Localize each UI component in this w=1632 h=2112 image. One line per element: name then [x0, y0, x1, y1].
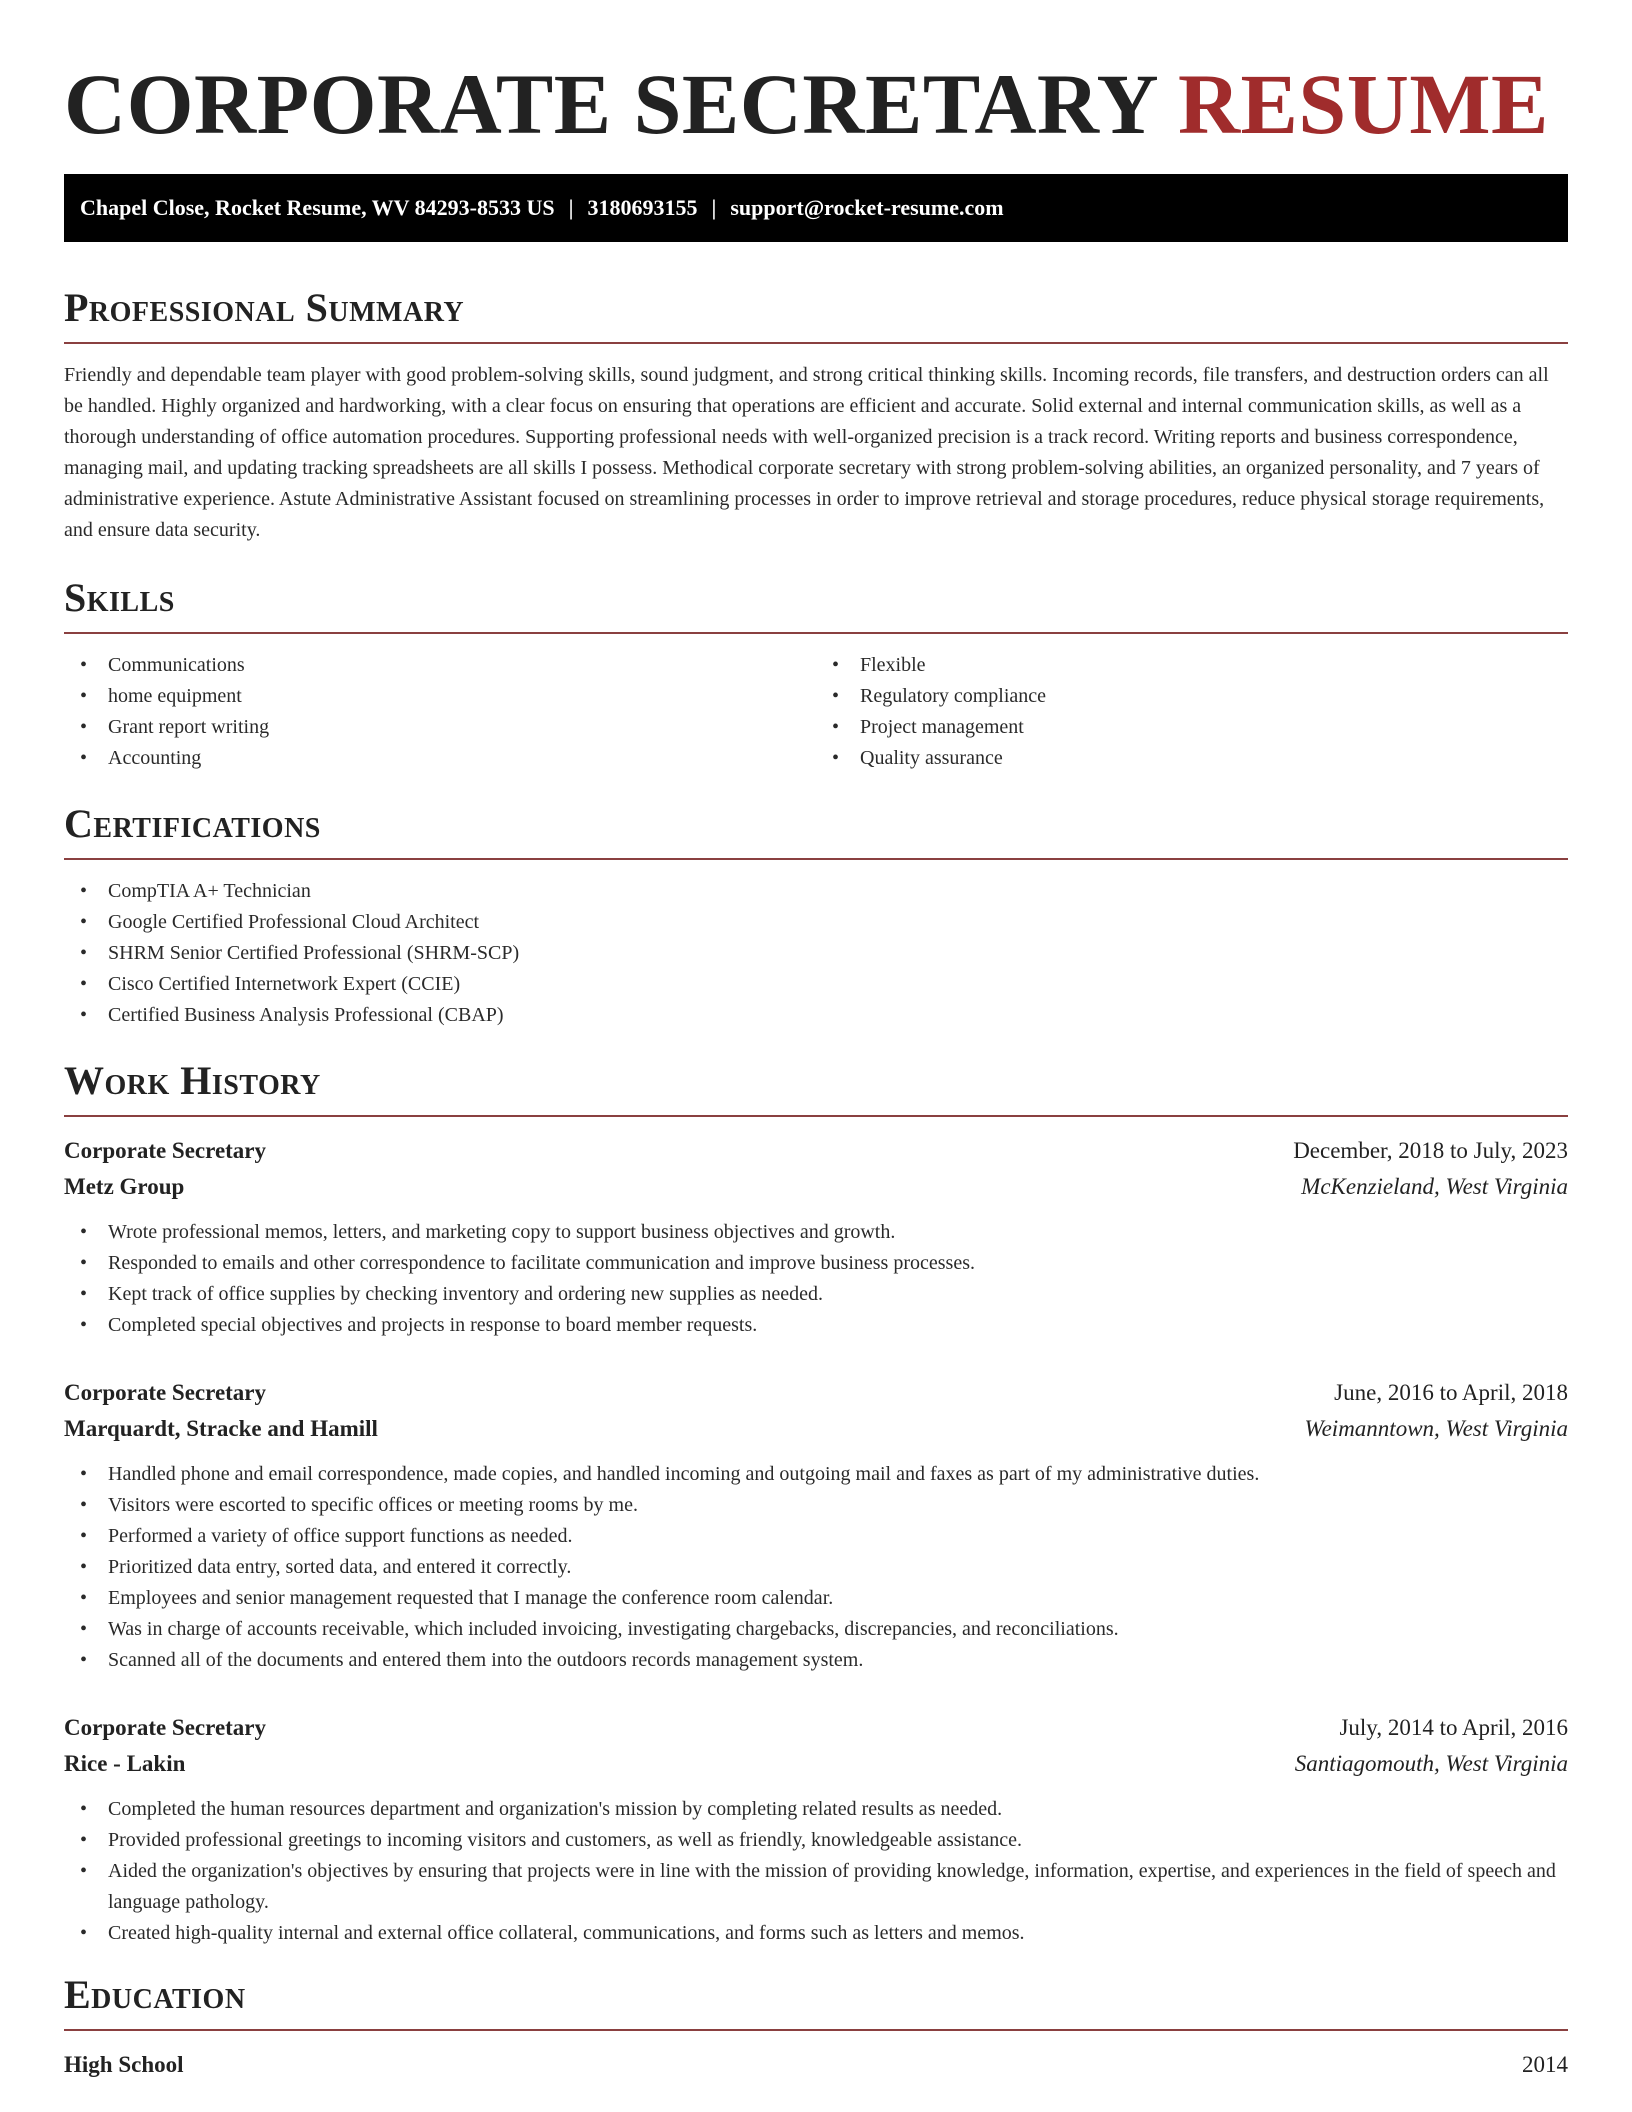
bullet-icon: •	[80, 1829, 88, 1851]
bullet-icon: •	[80, 1860, 88, 1882]
skill-item: • Regulatory compliance	[816, 681, 1568, 712]
job-location: McKenzieland, West Virginia	[1301, 1174, 1568, 1199]
title-main: CORPORATE SECRETARY	[64, 56, 1156, 152]
skill-item: • Communications	[64, 650, 816, 681]
job-bullets	[64, 1794, 1568, 1949]
bullet-icon: •	[80, 1922, 88, 1944]
bullet-icon: •	[80, 1494, 88, 1516]
skill-item: • Quality assurance	[816, 743, 1568, 774]
title-accent: RESUME	[1177, 56, 1549, 152]
job-bullets	[64, 1459, 1568, 1676]
bullet-icon: •	[832, 716, 840, 738]
skills-heading: Skills	[64, 574, 1568, 634]
bullet-icon: •	[80, 1463, 88, 1485]
certifications-list	[64, 876, 1568, 1031]
job-bullet: • Completed the human resources department and organization's mission by completing related results as needed.	[64, 1794, 1568, 1825]
job-bullet: • Handled phone and email correspondence, made copies, and handled incoming and outgoing mail and faxes as part of my administrative duties.	[64, 1459, 1568, 1490]
certification-item: • SHRM Senior Certified Professional (SHRM-SCP)	[64, 938, 1568, 969]
summary-heading: Professional Summary	[64, 284, 1568, 344]
bullet-icon: •	[80, 716, 88, 738]
job-entry	[64, 1375, 1568, 1676]
bullet-icon: •	[80, 911, 88, 933]
certifications-heading: Certifications	[64, 800, 1568, 860]
contact-separator: |	[568, 195, 574, 220]
job-bullet: • Employees and senior management requested that I manage the conference room calendar.	[64, 1583, 1568, 1614]
job-bullet: • Wrote professional memos, letters, and marketing copy to support business objectives and growth.	[64, 1217, 1568, 1248]
skills-column-right	[816, 650, 1568, 774]
job-bullets	[64, 1217, 1568, 1341]
bullet-icon: •	[80, 1221, 88, 1243]
bullet-icon: •	[80, 942, 88, 964]
job-bullet: • Provided professional greetings to incoming visitors and customers, as well as friendly, knowledgeable assistance.	[64, 1825, 1568, 1856]
contact-address: Chapel Close, Rocket Resume, WV 84293-8533 US	[80, 195, 555, 220]
job-bullet: • Created high-quality internal and external office collateral, communications, and forms such as letters and memos.	[64, 1918, 1568, 1949]
education-heading: Education	[64, 1971, 1568, 2031]
job-dates: December, 2018 to July, 2023	[1293, 1138, 1568, 1163]
certification-item: • Google Certified Professional Cloud Architect	[64, 907, 1568, 938]
job-bullet: • Visitors were escorted to specific offices or meeting rooms by me.	[64, 1490, 1568, 1521]
job-dates: June, 2016 to April, 2018	[1334, 1380, 1568, 1405]
contact-phone: 3180693155	[587, 195, 698, 220]
contact-bar	[64, 174, 1568, 242]
job-bullet: • Was in charge of accounts receivable, which included invoicing, investigating chargebacks, discrepancies, and reconciliations.	[64, 1614, 1568, 1645]
job-bullet: • Scanned all of the documents and entered them into the outdoors records management system.	[64, 1645, 1568, 1676]
bullet-icon: •	[80, 1798, 88, 1820]
bullet-icon: •	[80, 1283, 88, 1305]
certification-item: • CompTIA A+ Technician	[64, 876, 1568, 907]
resume-title	[64, 0, 1568, 154]
education-year: 2014	[1522, 2052, 1568, 2077]
job-entry	[64, 1133, 1568, 1341]
skill-item: • home equipment	[64, 681, 816, 712]
skill-item: • Grant report writing	[64, 712, 816, 743]
bullet-icon: •	[80, 1587, 88, 1609]
job-location: Weimanntown, West Virginia	[1304, 1416, 1568, 1441]
job-company: Marquardt, Stracke and Hamill	[64, 1416, 378, 1441]
bullet-icon: •	[80, 654, 88, 676]
job-bullet: • Performed a variety of office support functions as needed.	[64, 1521, 1568, 1552]
skill-item: • Project management	[816, 712, 1568, 743]
skill-item: • Accounting	[64, 743, 816, 774]
bullet-icon: •	[80, 1314, 88, 1336]
job-bullet: • Completed special objectives and projects in response to board member requests.	[64, 1310, 1568, 1341]
certification-item: • Certified Business Analysis Professional (CBAP)	[64, 1000, 1568, 1031]
job-location: Santiagomouth, West Virginia	[1294, 1751, 1568, 1776]
bullet-icon: •	[80, 685, 88, 707]
bullet-icon: •	[80, 880, 88, 902]
bullet-icon: •	[832, 685, 840, 707]
bullet-icon: •	[80, 747, 88, 769]
bullet-icon: •	[80, 1618, 88, 1640]
job-bullet: • Kept track of office supplies by checking inventory and ordering new supplies as needed.	[64, 1279, 1568, 1310]
skills-column-left	[64, 650, 816, 774]
summary-text: Friendly and dependable team player with good problem-solving skills, sound judgment, and strong critical thinking skills. Incoming records, file transfers, and destruction orders can all be handled. Highly organized and hardworking, with a clear focus on ensuring that operations are efficient and accurate. Solid external and internal communication skills, as well as a thorough understanding of office automation procedures. Supporting professional needs with well-organized precision is a track record. Writing reports and business correspondence, managing mail, and updating tracking spreadsheets are all skills I possess. Methodical corporate secretary with strong problem-solving abilities, an organized personality, and 7 years of administrative experience. Astute Administrative Assistant focused on streamlining processes in order to improve retrieval and storage procedures, reduce physical storage requirements, and ensure data security.	[64, 364, 1549, 541]
skills-list	[64, 634, 1568, 774]
job-bullet: • Responded to emails and other correspondence to facilitate communication and improve business processes.	[64, 1248, 1568, 1279]
education-entry	[64, 2047, 1568, 2083]
job-company: Metz Group	[64, 1174, 185, 1199]
job-title: Corporate Secretary	[64, 1715, 267, 1740]
bullet-icon: •	[832, 747, 840, 769]
job-dates: July, 2014 to April, 2016	[1339, 1715, 1568, 1740]
job-title: Corporate Secretary	[64, 1138, 267, 1163]
contact-email[interactable]: support@rocket-resume.com	[730, 195, 1004, 220]
education-degree: High School	[64, 2052, 184, 2077]
bullet-icon: •	[832, 654, 840, 676]
bullet-icon: •	[80, 973, 88, 995]
skill-item: • Flexible	[816, 650, 1568, 681]
contact-separator: |	[711, 195, 717, 220]
job-company: Rice - Lakin	[64, 1751, 186, 1776]
bullet-icon: •	[80, 1556, 88, 1578]
certification-item: • Cisco Certified Internetwork Expert (CCIE)	[64, 969, 1568, 1000]
job-entry	[64, 1710, 1568, 1949]
job-bullet: • Prioritized data entry, sorted data, and entered it correctly.	[64, 1552, 1568, 1583]
bullet-icon: •	[80, 1525, 88, 1547]
bullet-icon: •	[80, 1252, 88, 1274]
job-title: Corporate Secretary	[64, 1380, 267, 1405]
job-bullet: • Aided the organization's objectives by ensuring that projects were in line with the mission of providing knowledge, information, expertise, and experiences in the field of speech and language pathology.	[64, 1856, 1568, 1918]
bullet-icon: •	[80, 1649, 88, 1671]
work-history-heading: Work History	[64, 1057, 1568, 1117]
bullet-icon: •	[80, 1004, 88, 1026]
